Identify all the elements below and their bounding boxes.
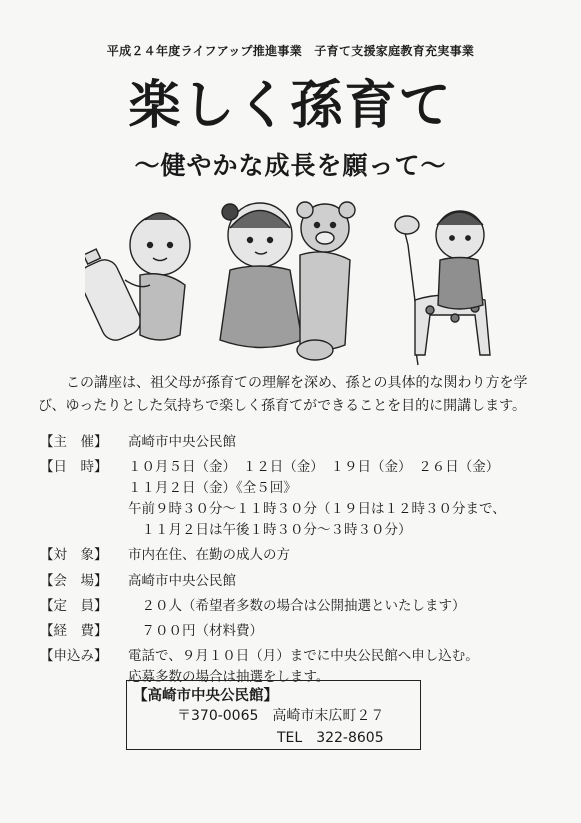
detail-value: 電話で、９月１０日（月）までに中央公民館へ申し込む。 — [128, 648, 479, 665]
detail-label: 【経 費】 — [40, 622, 108, 639]
detail-fee — [40, 621, 560, 642]
contact-tel: TEL 322-8605 — [277, 730, 384, 746]
page-title: 楽しく孫育て — [128, 76, 453, 136]
detail-value: ２０人（希望者多数の場合は公開抽選といたします） — [128, 597, 466, 614]
detail-organizer — [40, 432, 560, 453]
event-details — [40, 432, 560, 692]
detail-value: ７００円（材料費） — [128, 622, 263, 639]
detail-label: 【定 員】 — [40, 597, 108, 614]
contact-box — [126, 680, 421, 750]
child-on-giraffe-illustration — [395, 211, 490, 365]
program-header: 平成２４年度ライフアップ推進事業 子育て支援家庭教育充実事業 — [106, 44, 475, 58]
contact-name: 【高崎市中央公民館】 — [133, 688, 278, 704]
detail-datetime — [40, 457, 560, 541]
detail-label: 【申込み】 — [40, 648, 108, 665]
detail-value: 市内在住、在勤の成人の方 — [128, 547, 290, 564]
baby-with-bottle-illustration — [85, 213, 190, 345]
contact-address: 〒370-0065 高崎市末広町２７ — [177, 708, 385, 724]
intro-line: この講座は、祖父母が孫育ての理解を深め、孫との具体的な関わり方を学 — [66, 375, 528, 391]
page-subtitle: ～健やかな成長を願って～ — [134, 151, 447, 180]
intro-line: び、ゆったりとした気持ちで楽しく孫育てができることを目的に開講します。 — [38, 398, 527, 414]
detail-value: 高崎市中央公民館 — [128, 572, 236, 589]
illustration-grandchildren — [85, 200, 510, 370]
detail-value: １１月２日（金）《全５回》 — [128, 480, 297, 497]
detail-value: １０月５日（金） １２日（金） １９日（金） ２６日（金） — [128, 459, 500, 476]
detail-value: １１月２日は午後１時３０分～３時３０分） — [128, 522, 412, 539]
intro-text — [38, 372, 548, 418]
detail-venue — [40, 571, 560, 592]
detail-value: 高崎市中央公民館 — [128, 434, 236, 450]
detail-label: 【日 時】 — [40, 459, 108, 476]
girl-with-teddy-illustration — [220, 202, 355, 360]
detail-value: 午前９時３０分～１１時３０分（１９日は１２時３０分まで、 — [128, 501, 506, 518]
detail-label: 【会 場】 — [40, 572, 108, 589]
detail-label: 【主 催】 — [40, 434, 108, 450]
detail-target — [40, 545, 560, 566]
detail-value: 応募多数の場合は抽選をします。 — [128, 669, 330, 686]
detail-label: 【対 象】 — [40, 547, 108, 564]
detail-capacity — [40, 596, 560, 617]
